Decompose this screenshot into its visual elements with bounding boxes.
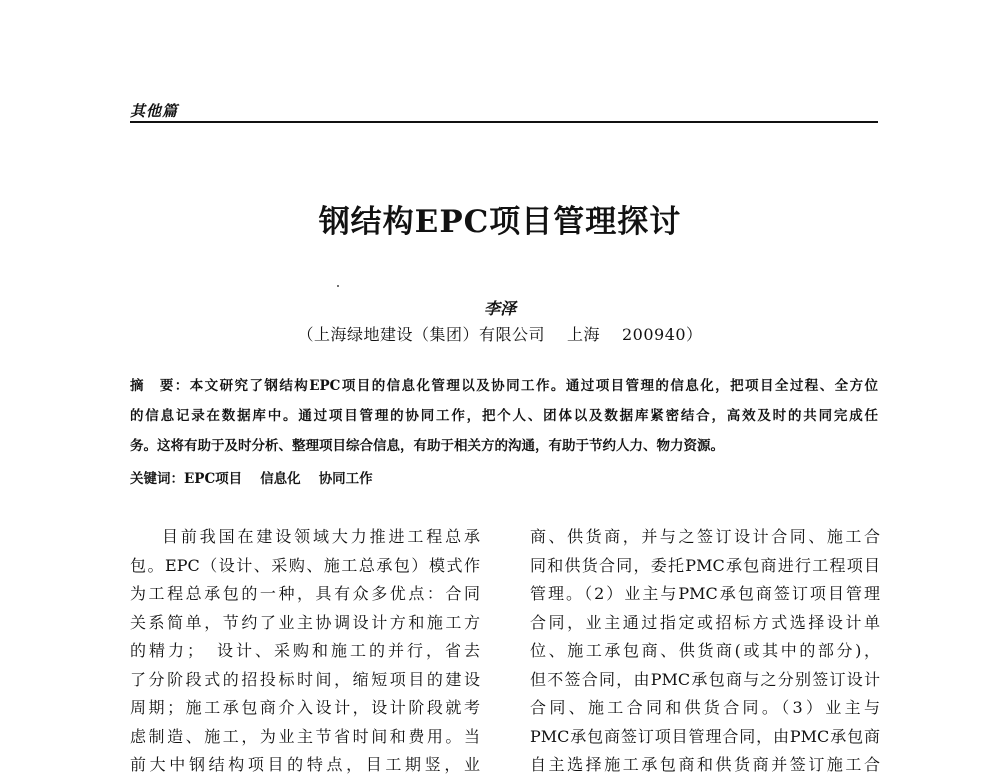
keyword: 信息化 bbox=[260, 471, 301, 487]
body-line: 关系简单，节约了业主协调设计方和施工方 bbox=[130, 612, 480, 632]
body-right-column bbox=[530, 523, 880, 780]
author-affiliation bbox=[0, 322, 1000, 345]
abstract-line: 的信息记录在数据库中。通过项目管理的协同工作，把个人、团体以及数据库紧密结合，高效及时的共同完成任 bbox=[130, 408, 878, 424]
abstract-text: 本文研究了钢结构EPC项目的信息化管理以及协同工作。通过项目管理的信息化，把项目全过程、全方位 bbox=[189, 378, 878, 394]
body-left-column bbox=[130, 523, 480, 780]
abstract-label: 摘 要： bbox=[130, 378, 190, 394]
body-line: 同和供货合同，委托PMC承包商进行工程项目 bbox=[530, 555, 880, 575]
abstract-block bbox=[130, 371, 878, 461]
body-line: 位、施工承包商、供货商(或其中的部分)， bbox=[530, 641, 880, 660]
body-line: 为工程总承包的一种，具有众多优点：合同 bbox=[130, 584, 480, 603]
abstract-line bbox=[130, 371, 878, 401]
keywords-block bbox=[130, 467, 878, 487]
keyword: EPC项目 bbox=[184, 471, 243, 487]
body-line: 合同，业主通过指定或招标方式选择设计单 bbox=[530, 612, 880, 632]
body-line: 前大中钢结构项目的特点，目工期竖，业 bbox=[130, 755, 480, 774]
affiliation-city: 上海 bbox=[566, 325, 600, 344]
body-line: 目前我国在建设领域大力推进工程总承 bbox=[162, 527, 480, 546]
body-line: 商、供货商，并与之签订设计合同、施工合 bbox=[530, 527, 880, 546]
affiliation-org: （上海绿地建设（集团）有限公司 bbox=[297, 325, 545, 344]
section-label: 其他篇 bbox=[130, 102, 179, 120]
scan-speck bbox=[337, 285, 339, 287]
body-line: 包。EPC（设计、采购、施工总承包）模式作 bbox=[130, 555, 480, 575]
body-line: 合同、施工合同和供货合同。（3）业主与 bbox=[530, 698, 880, 717]
article-title: 钢结构EPC项目管理探讨 bbox=[318, 204, 682, 240]
affiliation-postcode: 200940） bbox=[621, 325, 703, 344]
body-line: 管理。（2）业主与PMC承包商签订项目管理 bbox=[530, 584, 880, 603]
header-rule bbox=[130, 121, 878, 123]
body-line: 了分阶段式的招投标时间，缩短项目的建设 bbox=[130, 669, 480, 689]
keyword: 协同工作 bbox=[318, 471, 373, 487]
body-line: 虑制造、施工，为业主节省时间和费用。当 bbox=[130, 726, 480, 746]
author-name: 李泽 bbox=[483, 299, 516, 318]
abstract-line: 务。这将有助于及时分析、整理项目综合信息，有助于相关方的沟通，有助于节约人力、物力资源。 bbox=[130, 438, 724, 454]
keywords-label: 关键词： bbox=[130, 471, 184, 487]
body-line: 自主选择施工承包商和供货商并签订施工合 bbox=[530, 755, 880, 774]
body-line: 的精力； 设计、采购和施工的并行，省去 bbox=[130, 641, 480, 660]
body-line: 但不签合同，由PMC承包商与之分别签订设计 bbox=[530, 669, 880, 689]
body-line: 周期；施工承包商介入设计，设计阶段就考 bbox=[130, 698, 480, 717]
body-line: PMC承包商签订项目管理合同，由PMC承包商 bbox=[530, 726, 880, 746]
